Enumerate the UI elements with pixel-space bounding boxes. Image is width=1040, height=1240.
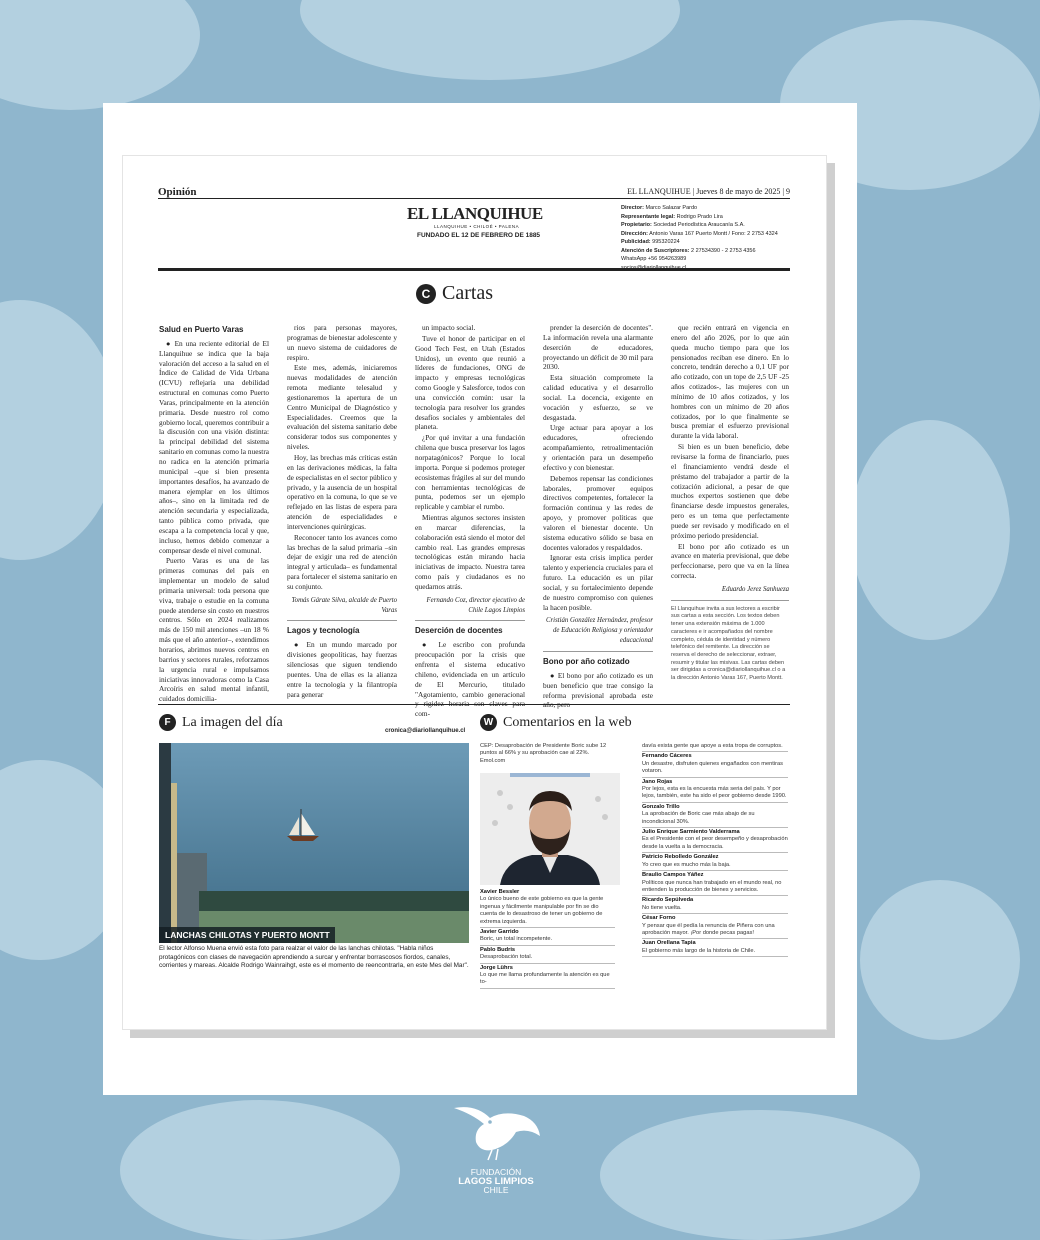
letter-signature: Fernando Coz, director ejecutivo de Chile Lagos Limpios xyxy=(426,596,525,614)
divider xyxy=(158,704,790,705)
staff-line xyxy=(621,247,801,256)
staff-key: Director: xyxy=(621,205,644,211)
comment-text: Y pensar que él pedía la renuncia de Piñera con una aprobación mayor. ¡Por donde pecas pagas! xyxy=(642,922,775,936)
comment-item xyxy=(642,897,788,914)
background-shape xyxy=(0,300,120,560)
comments-right xyxy=(642,743,788,958)
editorial-note: El Llanquihue invita a sus lectores a escribir sus cartas a esta sección. Los textos deben tener una extensión máxima de 1.000 caracteres e ir acompañados del nombre completo, cédula de identidad y número telefónico del remitente. La dirección se reserva el derecho de seleccionar, extraer, resumir y titular las misivas. Las cartas deben ser dirigidas a cronica@diariollanquihue.cl o a la dirección Antonio Varas 167, Puerto Montt. xyxy=(671,605,786,682)
cartas-icon: C xyxy=(416,284,436,304)
comment-author: Juan Orellana Tapia xyxy=(642,940,696,947)
comment-item xyxy=(480,929,615,946)
comment-item xyxy=(642,779,788,803)
comment-text: Lo que me llama profundamente la atención es que to- xyxy=(480,972,610,986)
divider xyxy=(543,651,653,652)
staff-key: Representante legal: xyxy=(621,213,676,220)
comment-author: Javier Garrido xyxy=(480,929,519,936)
logo-line-1: FUNDACIÓN xyxy=(470,1167,522,1177)
divider xyxy=(415,620,525,621)
comment-item xyxy=(642,753,788,777)
background-shape xyxy=(850,420,1010,640)
letter-heading: Bono por año cotizado xyxy=(543,657,630,666)
comment-item xyxy=(642,915,788,939)
comment-author: Ricardo Sepúlveda xyxy=(642,897,694,904)
letter-paragraph: ● El bono por año cotizado es un buen beneficio que trae consigo la reforma previsional aprobada este año, pero xyxy=(543,670,653,710)
staff-key: Atención de Suscriptores: xyxy=(621,247,690,254)
staff-line xyxy=(621,204,801,213)
letter-paragraph: Este mes, además, iniciaremos nuevas modalidades de atención remota mediante telesalud y gestionaremos la apertura de un Centro Municipal de Diagnóstico y Especialidades. Creemos que la evaluación del sistema sanitario debe considerar todos sus componentes y niveles. xyxy=(287,363,397,452)
letter-heading: Salud en Puerto Varas xyxy=(159,325,244,334)
letter-paragraph: Debemos repensar las condiciones laborales, promover equipos directivos competentes, fortalecer la formación continua y las redes de apoyo, y promover políticas que valoren el bienestar docente. Un sistema educativo sólido se basa en docentes valorados y respaldados. xyxy=(543,473,653,552)
imagen-title: La imagen del día xyxy=(182,714,283,730)
staff-value: 2 27534390 - 2 2753 4356 xyxy=(689,247,756,254)
letter-paragraph: Esta situación compromete la calidad educativa y el desarrollo social. La docencia, exigente en vocación y esfuerzo, se ve desgastada. xyxy=(543,373,653,422)
letter-paragraph: ● En una reciente editorial de El Llanquihue se indica que la baja valoración del acceso a la salud en el Índice de Calidad de Vida Urbana (ICVU) reflejaría una debilidad estructural en comunas como Puerto Varas, principalmente en la atención primaria. Desde nuestro rol como gobierno local, queremos contribuir a la discusión con una visión distinta: la principal debilidad del sistema sanitario en comunas como la nuestra no radica en la atención primaria municipal –que si bien presenta importantes desafíos, ha avanzado de manera ejemplar en los últimos años–, sino en la limitada red de atención secundaria y especializada, tanto pública como privada, que escapa a la competencia local y que, incluso, hemos debido comenzar a compensar desde el nivel comunal. xyxy=(159,338,269,555)
comment-item xyxy=(480,889,615,928)
photo-of-the-day xyxy=(159,743,469,943)
letter-paragraph: Ignorar esta crisis implica perder talento y experiencia cruciales para el futuro. La educación es un pilar social, y su fortalecimiento depende de nuestro compromiso con quienes la hacen posible. xyxy=(543,553,653,612)
letters-column xyxy=(287,323,397,699)
staff-box xyxy=(621,204,801,272)
logo-line-2: LAGOS LIMPIOS xyxy=(458,1176,534,1187)
comment-text: davía exista gente que apoye a esta tropa de corruptos. xyxy=(642,743,783,749)
comment-author: Fernando Cáceres xyxy=(642,753,692,760)
letter-paragraph: ● En un mundo marcado por divisiones geopolíticas, hay fuerzas silenciosas que siguen tendiendo puentes. Una de ellas es la alianza entre la tecnología y la filantropía para generar xyxy=(287,640,397,699)
comment-text: No tiene vuelta. xyxy=(642,904,682,911)
background-shape xyxy=(860,880,1020,1040)
cartas-title: Cartas xyxy=(442,282,494,304)
letter-paragraph: Si bien es un buen beneficio, debe revisarse la forma de financiarlo, pues el financiamiento vendrá desde el préstamo del trabajador a partir de la cotización adicional, a pesar de que muchos expertos sostienen que debe financiarse desde impuestos generales, pero es un tema que perfectamente puede ser revisado y modificado en el próximo periodo presidencial. xyxy=(671,442,789,540)
staff-line xyxy=(621,213,801,222)
background-shape xyxy=(600,1110,920,1240)
letter-heading: Deserción de docentes xyxy=(415,626,503,636)
comment-author: Jorge Lührs xyxy=(480,964,513,971)
photo-caption: El lector Alfonso Muena envió esta foto para realzar el valor de las lanchas chilotas. "Habla niños protagónicos con clases de navegación aprendiendo a surcar y enfrentar borrascosos fiordos, canales, corrientes y mareas. Alcalde Rodrigo Wainraihgt, este es el momento de reencontrarla, en este Mes del Mar". xyxy=(159,945,469,970)
letters-column xyxy=(671,323,789,695)
comment-author: Gonzalo Trillo xyxy=(642,803,680,810)
comment-item xyxy=(480,965,615,989)
letter-paragraph: ● Le escribo con profunda preocupación por la crisis que enfrenta el sistema educativo chileno, evidenciada en un artículo de El Mercurio, titulado "Agotamiento, cambio generacional y rigidez horaria son claves para com- xyxy=(415,640,525,719)
letter-paragraph: Puerto Varas es una de las primeras comunas del país en implementar un modelo de salud primaria universal: toda persona que viva, trabaje o estudie en la comuna puede atenderse sin costo en nuestros centros. Sólo en 2024 realizamos más de 150 mil atenciones –un 18 % más que el año anterior–, extendimos horarios, abrimos nuevos centros en barrios y sectores rurales, reforzamos la urgencia rural e impulsamos iniciativas innovadoras como la Casa Arcoíris en salud mental infantil, cuidados domicilia- xyxy=(159,556,269,704)
divider xyxy=(671,600,789,601)
letter-paragraph: prender la deserción de docentes". La información revela una alarmante deserción de educadores, proyectando un déficit de 30 mil para 2030. xyxy=(543,323,653,372)
letter-paragraph: Urge actuar para apoyar a los educadores, ofreciendo acompañamiento, retroalimentación y orientación para un desempeño efectivo y con bienestar. xyxy=(543,423,653,472)
comment-text: Lo único bueno de este gobierno es que la gente ingenua y fácilmente manipulable por fin se dio cuenta de lo desastroso de tener un gobierno de extrema izquierda. xyxy=(480,896,604,925)
comment-headline: CEP: Desaprobación de Presidente Boric sube 12 puntos al 66% y su aprobación cae al 22%. Emol.com xyxy=(480,743,607,764)
staff-key: Dirección: xyxy=(621,230,648,237)
divider xyxy=(158,198,790,199)
letter-paragraph: que recién entrará en vigencia en enero del año 2026, por lo que aún queda mucho tiempo para que los pensionados reciban ese dinero. En lo concreto, tendrán derecho a 0,1 UF por año cotizado, con un tope de 2,5 UF -25 años cotizados-, las mujeres con un mínimo de 10 años cotizados, y los hombres con un mínimo de 20 años cotizados, por lo que finalmente se busca premiar el esfuerzo previsional durante la vida laboral. xyxy=(671,323,789,441)
letter-paragraph: ¿Por qué invitar a una fundación chilena que busca preservar los lagos norpatagónicos? Porque lo local importa. Porque si podemos proteger ecosistemas frágiles al sur del mundo con herramientas tecnológicas de punta, podemos ser un ejemplo replicable y cambiar el rumbo. xyxy=(415,433,525,512)
masthead-founded: FUNDADO EL 12 DE FEBRERO DE 1885 xyxy=(417,232,541,239)
foundation-logo xyxy=(436,1102,556,1195)
letter-paragraph: Hoy, las brechas más críticas están en las derivaciones médicas, la falta de especialistas en el sector público y privado, y la ausencia de un hospital operativo en la comuna, lo que se ve reflejado en las listas de espera para atención de especialidades e intervenciones quirúrgicas. xyxy=(287,452,397,531)
comment-text: El gobierno más largo de la historia de Chile. xyxy=(642,947,756,954)
comment-text: Es el Presidente con el peor desempeño y desaprobación desde la vuelta a la democracia. xyxy=(642,836,788,850)
comment-text: Políticos que nunca han trabajado en el mundo real, no entienden la producción de bienes y servicios. xyxy=(642,879,782,893)
divider xyxy=(287,620,397,621)
staff-line xyxy=(621,221,801,230)
letter-paragraph: Tuve el honor de participar en el Good Tech Fest, en Utah (Estados Unidos), un evento que reunió a líderes de fundaciones, ONG de impacto y empresas tecnológicas como Google y Salesforce, todos con una convicción común: usar la tecnología para resolver los grandes desafíos sociales y ambientales del planeta. xyxy=(415,333,525,432)
comment-item xyxy=(642,872,788,896)
comment-item xyxy=(642,940,788,957)
cartas-header xyxy=(416,282,493,305)
staff-value: Rodrigo Prado Lira xyxy=(675,213,723,220)
photo-label: LANCHAS CHILOTAS Y PUERTO MONTT xyxy=(159,927,335,943)
staff-line xyxy=(621,255,801,264)
comment-author: Xavier Bessler xyxy=(480,889,520,895)
letter-heading: Lagos y tecnología xyxy=(287,626,360,636)
letter-paragraph: El bono por año cotizado es un avance en materia previsional, que debe perfeccionarse, pero que va en la línea correcta. xyxy=(671,541,789,581)
imagen-header xyxy=(159,714,283,731)
logo-line-3: CHILE xyxy=(483,1185,509,1195)
divider xyxy=(158,268,790,271)
letter-signature: Cristián González Hernández, profesor de Educación Religiosa y orientador educacional xyxy=(546,617,653,645)
comments-left xyxy=(480,888,615,990)
staff-key: Propietario: xyxy=(621,222,652,228)
comment-author: Braulio Campos Yáñez xyxy=(642,872,704,879)
background-shape xyxy=(120,1100,400,1240)
dateline: EL LLANQUIHUE | Jueves 8 de mayo de 2025 | 9 xyxy=(627,187,790,196)
comentarios-title: Comentarios en la web xyxy=(503,714,632,730)
portrait-photo xyxy=(480,773,620,885)
comment-text: Desaprobación total. xyxy=(480,954,533,961)
imagen-icon: F xyxy=(159,714,176,731)
letter-paragraph: rios para personas mayores, programas de bienestar adolescente y un nuevo sistema de cuidadores de respiro. xyxy=(287,323,397,362)
comment-item xyxy=(642,743,788,752)
letter-signature: Tomás Gárate Silva, alcalde de Puerto Varas xyxy=(291,596,397,614)
comment-item xyxy=(480,947,615,964)
letter-paragraph: un impacto social. xyxy=(422,323,476,332)
staff-value: Marco Salazar Pardo xyxy=(643,205,698,211)
background-shape xyxy=(0,0,200,110)
comment-text: Yo creo que es mucho más la baja. xyxy=(642,861,731,868)
comment-author: César Forno xyxy=(642,915,676,922)
bird-logo-icon xyxy=(446,1102,546,1160)
letters-column xyxy=(543,323,653,710)
letter-signature: Eduardo Jerez Sanhueza xyxy=(721,585,789,593)
staff-key: Publicidad: xyxy=(621,239,651,245)
imagen-email: cronica@diariollanquihue.cl xyxy=(385,728,466,734)
comment-text: Boric, un total incompetente. xyxy=(480,936,553,943)
letters-column xyxy=(159,323,269,704)
masthead-title: EL LLANQUIHUE xyxy=(407,204,543,223)
comentarios-header xyxy=(480,714,632,731)
comment-author: Julio Enrique Sarmiento Valderrama xyxy=(642,829,740,836)
comment-author: Jano Rojas xyxy=(642,778,673,785)
letters-column xyxy=(415,323,525,719)
comment-item xyxy=(642,804,788,828)
comment-author: Patricio Rebolledo González xyxy=(642,854,719,861)
staff-line xyxy=(621,238,801,247)
comment-text: Un desastre, disfruten quienes engañados con mentiras votaron. xyxy=(642,760,784,775)
comentarios-icon: W xyxy=(480,714,497,731)
staff-line xyxy=(621,230,801,239)
staff-value: Sociedad Periodística Araucanía S.A. xyxy=(651,222,745,228)
staff-value: 995320224 xyxy=(650,239,680,245)
comment-author: Pablo Budris xyxy=(480,946,516,953)
comment-text: La aprobación de Boric cae más abajo de su incondicional 30%. xyxy=(642,811,755,825)
letter-paragraph: Mientras algunos sectores insisten en marcar diferencias, la colaboración está siendo el motor del cambio real. Las grandes empresas tecnológicas están mirando hacia iniciativas de impacto. Nuestra tarea como país y ciudadanos es no quedarnos atrás. xyxy=(415,513,525,591)
background-shape xyxy=(300,0,680,80)
newspaper-page xyxy=(122,155,827,1030)
comment-item xyxy=(642,854,788,871)
comment-item xyxy=(642,829,788,853)
letter-paragraph: Reconocer tanto los avances como las brechas de la salud primaria –sin dejar de exigir una red de atención integral y articulada– es fundamental para fortalecer el sistema sanitario en su conjunto. xyxy=(287,532,397,591)
section-label: Opinión xyxy=(158,186,197,198)
staff-value: WhatsApp +56 954263989 xyxy=(621,256,687,262)
masthead-tagline: LLANQUIHUE • CHILOÉ • PALENA xyxy=(434,224,520,229)
sailboat-photo xyxy=(159,743,469,943)
staff-value: socios@diariollanquihue.cl xyxy=(621,264,687,271)
person-photo xyxy=(480,773,620,885)
comment-text: Por lejos, esta es la encuesta más seria del país. Y por lejos, también, este ha sido el peor gobierno desde 1990. xyxy=(642,786,787,800)
staff-value: Antonio Varas 167 Puerto Montt / Fono: 2 2753 4324 xyxy=(647,230,778,237)
